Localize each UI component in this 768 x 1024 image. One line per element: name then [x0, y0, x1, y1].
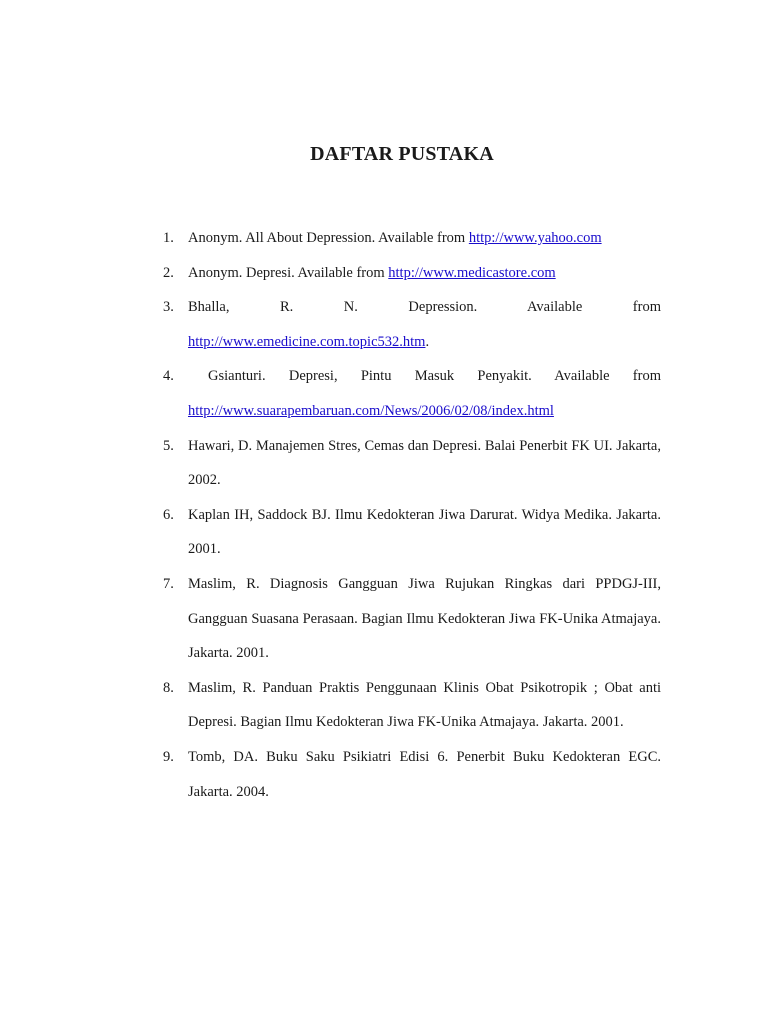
reference-link[interactable]: http://www.yahoo.com: [468, 230, 602, 246]
reference-link[interactable]: http://www.medicastore.com: [388, 264, 556, 281]
reference-number: 2.: [163, 264, 174, 281]
reference-number: 7.: [163, 575, 174, 592]
reference-link-line: [188, 394, 661, 429]
reference-item: [0, 498, 768, 567]
reference-number: 9.: [163, 748, 174, 765]
reference-item: [0, 429, 768, 498]
reference-text: Bhalla, R. N. Depression. Available from: [188, 299, 661, 316]
reference-number: 8.: [163, 679, 174, 696]
reference-text: Anonym. Depresi. Available from: [188, 264, 389, 281]
reference-link[interactable]: http://www.suarapembaruan.com/News/2006/02/08/index.html: [188, 402, 554, 419]
reference-list: [0, 221, 768, 809]
reference-item: [0, 671, 768, 740]
reference-item: [0, 221, 768, 256]
reference-number: 1.: [163, 230, 174, 246]
reference-text: Gsianturi. Depresi, Pintu Masuk Penyakit. Available from: [208, 368, 661, 385]
reference-body: [188, 359, 661, 428]
reference-text: Anonym. All About Depression. Available from: [188, 230, 469, 246]
reference-item: [0, 256, 768, 291]
reference-body: [188, 221, 661, 256]
reference-number: 6.: [163, 506, 174, 523]
reference-body: [188, 290, 661, 359]
reference-body: Kaplan IH, Saddock BJ. Ilmu Kedokteran Jiwa Darurat. Widya Medika. Jakarta. 2001.: [188, 506, 661, 558]
reference-body: [188, 256, 661, 291]
reference-number: 3.: [163, 299, 174, 316]
reference-item: [0, 359, 768, 428]
reference-link-line: [188, 325, 661, 360]
reference-item: [0, 567, 768, 671]
reference-body: Maslim, R. Diagnosis Gangguan Jiwa Rujukan Ringkas dari PPDGJ-III, Gangguan Suasana Perasaan. Bagian Ilmu Kedokteran Jiwa FK-Unika Atmajaya. Jakarta. 2001.: [188, 575, 661, 662]
reference-item: [0, 290, 768, 359]
reference-body: Maslim, R. Panduan Praktis Penggunaan Klinis Obat Psikotropik ; Obat anti Depresi. Bagian Ilmu Kedokteran Jiwa FK-Unika Atmajaya. Jakarta. 2001.: [188, 679, 661, 731]
reference-link[interactable]: http://www.emedicine.com.topic532.htm: [188, 333, 426, 350]
reference-body: Hawari, D. Manajemen Stres, Cemas dan Depresi. Balai Penerbit FK UI. Jakarta, 2002.: [188, 437, 661, 489]
reference-link-suffix: .: [425, 333, 430, 350]
reference-body: Tomb, DA. Buku Saku Psikiatri Edisi 6. Penerbit Buku Kedokteran EGC. Jakarta. 2004.: [188, 748, 661, 800]
page-title: DAFTAR PUSTAKA: [310, 143, 494, 165]
reference-number: 4.: [163, 368, 174, 385]
reference-item: [0, 740, 768, 809]
reference-number: 5.: [163, 437, 174, 454]
